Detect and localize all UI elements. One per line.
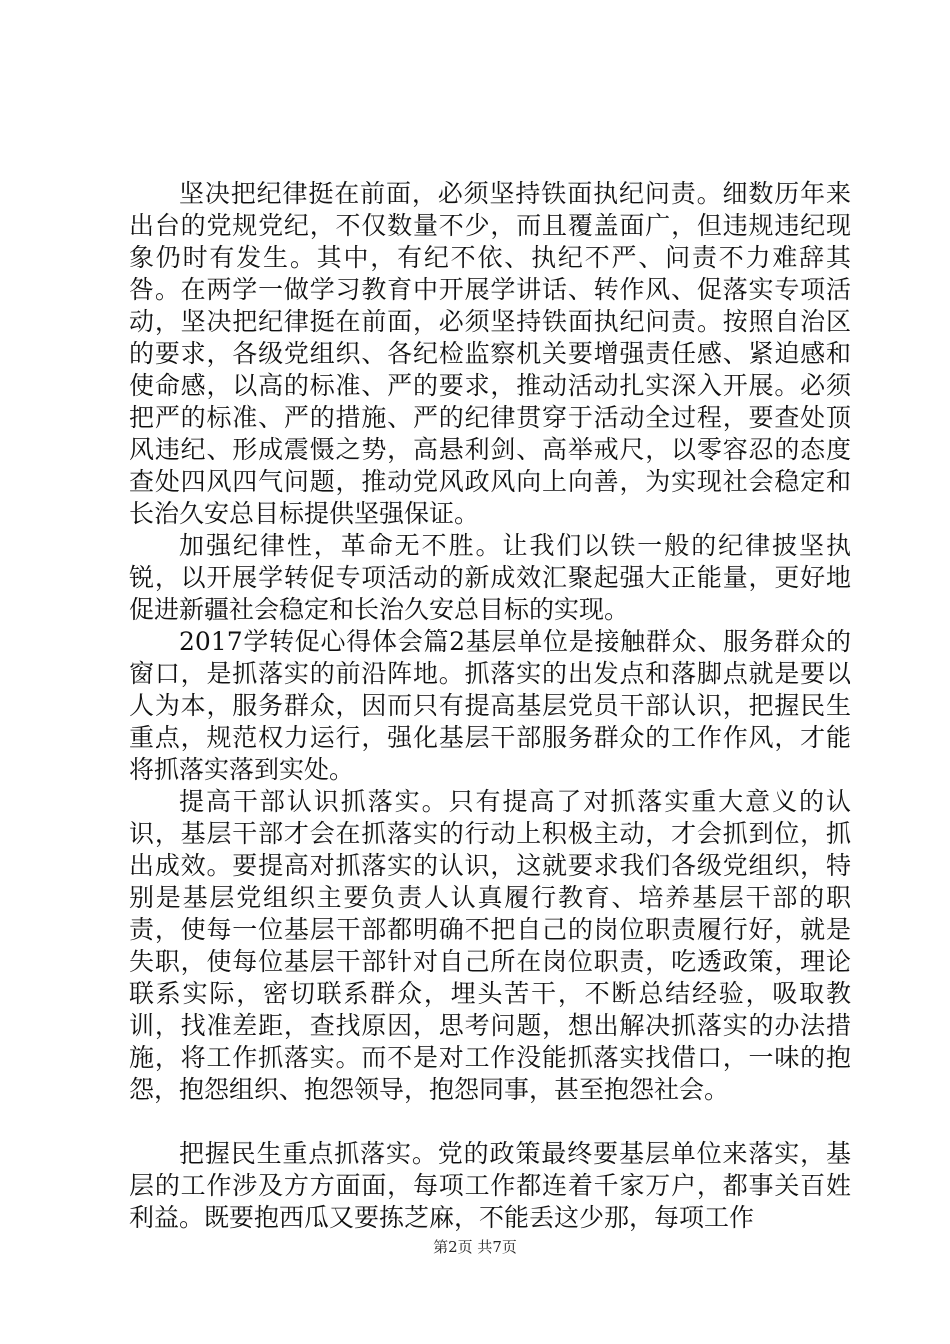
page-footer: 第2页 共7页	[433, 1238, 517, 1256]
paragraph-grassroots-units: 2017学转促心得体会篇2基层单位是接触群众、服务群众的窗口，是抓落实的前沿阵地。抓落实的出发点和落脚点就是要以人为本，服务群众，因而只有提高基层党员干部认识，把握民生重点，规范权力运行，强化基层干部服务群众的工作作风，才能将抓落实落到实处。	[129, 627, 851, 784]
body-text	[129, 178, 851, 1234]
paragraph-livelihood-focus: 把握民生重点抓落实。党的政策最终要基层单位来落实，基层的工作涉及方方面面，每项工作都连着千家万户，都事关百姓利益。既要抱西瓜又要拣芝麻，不能丢这少那，每项工作	[129, 1139, 851, 1232]
paragraph-improve-awareness: 提高干部认识抓落实。只有提高了对抓落实重大意义的认识，基层干部才会在抓落实的行动上积极主动，才会抓到位，抓出成效。要提高对抓落实的认识，这就要求我们各级党组织，特别是基层党组织主要负责人认真履行教育、培养基层干部的职责，使每一位基层干部都明确不把自己的岗位职责履行好，就是失职，使每位基层干部针对自己所在岗位职责，吃透政策，理论联系实际，密切联系群众，埋头苦干，不断总结经验，吸取教训，找准差距，查找原因，思考问题，想出解决抓落实的办法措施，将工作抓落实。而不是对工作没能抓落实找借口，一味的抱怨，抱怨组织、抱怨领导，抱怨同事，甚至抱怨社会。	[129, 787, 851, 1104]
paragraph-discipline-first: 坚决把纪律挺在前面，必须坚持铁面执纪问责。细数历年来出台的党规党纪，不仅数量不少，而且覆盖面广，但违规违纪现象仍时有发生。其中，有纪不依、执纪不严、问责不力难辞其咎。在两学一做学习教育中开展学讲话、转作风、促落实专项活动，坚决把纪律挺在前面，必须坚持铁面执纪问责。按照自治区的要求，各级党组织、各纪检监察机关要增强责任感、紧迫感和使命感，以高的标准、严的要求，推动活动扎实深入开展。必须把严的标准、严的措施、严的纪律贯穿于活动全过程，要查处顶风违纪、形成震慑之势，高悬利剑、高举戒尺，以零容忍的态度查处四风四气问题，推动党风政风向上向善，为实现社会稳定和长治久安总目标提供坚强保证。	[129, 179, 851, 528]
paragraph-strengthen-discipline: 加强纪律性，革命无不胜。让我们以铁一般的纪律披坚执锐，以开展学转促专项活动的新成效汇聚起强大正能量，更好地促进新疆社会稳定和长治久安总目标的实现。	[129, 531, 851, 624]
